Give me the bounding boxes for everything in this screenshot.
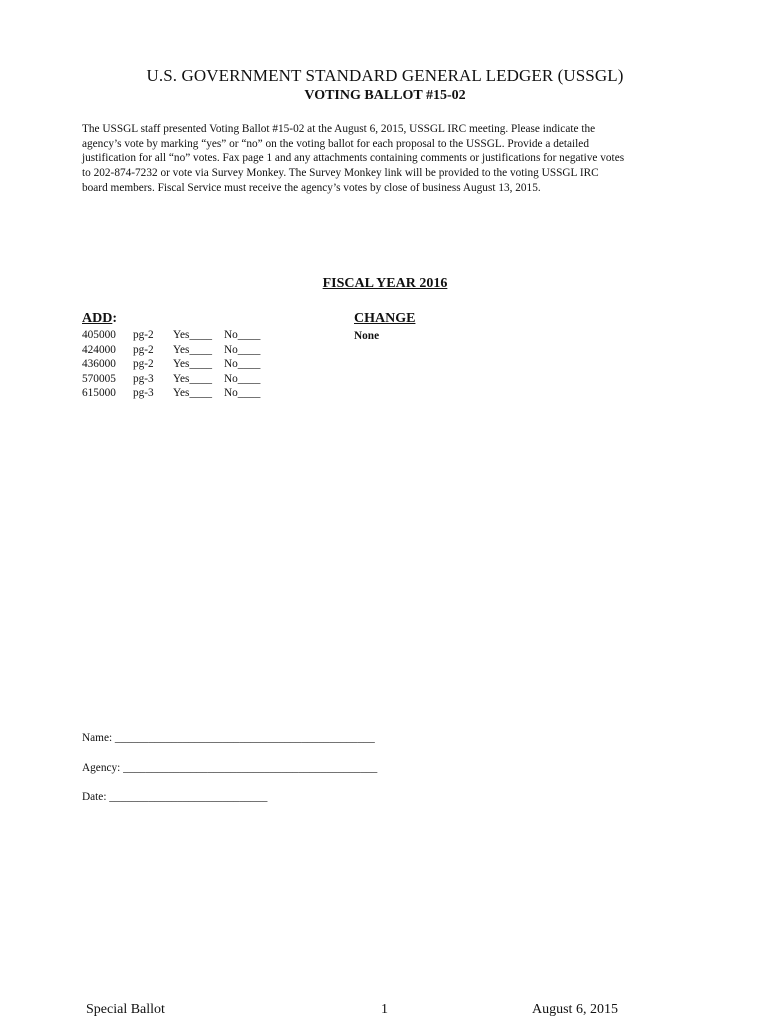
page-reference: pg-2 (133, 343, 154, 356)
yes-vote-blank[interactable]: Yes____ (173, 358, 213, 371)
account-code: 436000 (82, 358, 116, 371)
ballot-number-heading: VOTING BALLOT #15-02 (304, 88, 466, 103)
name-field[interactable]: Name: ______________________________________________ (82, 732, 375, 744)
account-code: 570005 (82, 372, 116, 385)
add-proposal-row (82, 358, 342, 373)
instructions-line: to 202-874-7232 or vote via Survey Monkey. The Survey Monkey link will be provided to the voting USSGL IRC (82, 167, 599, 180)
page-reference: pg-2 (133, 358, 154, 371)
instructions-line: The USSGL staff presented Voting Ballot #15-02 at the August 6, 2015, USSGL IRC meeting. Please indicate the (82, 123, 596, 135)
page-reference: pg-2 (133, 329, 154, 341)
no-vote-blank[interactable]: No____ (224, 387, 261, 400)
yes-vote-blank[interactable]: Yes____ (173, 343, 213, 356)
fiscal-year-heading: FISCAL YEAR 2016 (322, 276, 448, 291)
add-proposal-row (82, 373, 342, 388)
account-code: 405000 (82, 329, 116, 341)
agency-field[interactable]: Agency: _____________________________________________ (82, 762, 378, 774)
change-section-heading: CHANGE (354, 311, 416, 326)
page-reference: pg-3 (133, 387, 154, 400)
instructions-line: justification for all “no” votes. Fax page 1 and any attachments containing comments or justifications for negative votes (82, 152, 625, 165)
account-code: 424000 (82, 343, 116, 356)
footer-ballot-type: Special Ballot (86, 1002, 165, 1017)
page-reference: pg-3 (133, 372, 154, 385)
no-vote-blank[interactable]: No____ (224, 358, 261, 371)
instructions-paragraph (82, 122, 692, 196)
add-heading-label: ADD (82, 311, 113, 326)
change-value: None (354, 330, 380, 342)
add-proposal-list (82, 329, 342, 402)
instructions-line: agency’s vote by marking “yes” or “no” on the voting ballot for each proposal to the USSGL. Provide a detailed (82, 137, 589, 150)
instructions-line: board members. Fiscal Service must receive the agency’s votes by close of business August 13, 2015. (82, 181, 541, 194)
yes-vote-blank[interactable]: Yes____ (173, 372, 213, 385)
add-proposal-row (82, 329, 342, 344)
no-vote-blank[interactable]: No____ (224, 329, 261, 341)
yes-vote-blank[interactable]: Yes____ (173, 329, 213, 341)
date-field[interactable]: Date: ____________________________ (82, 791, 268, 803)
add-proposal-row (82, 344, 342, 359)
footer-page-number: 1 (381, 1002, 388, 1017)
add-proposal-row (82, 387, 342, 402)
footer-date: August 6, 2015 (532, 1002, 618, 1017)
add-section-heading (82, 311, 117, 327)
add-heading-colon: : (112, 311, 118, 326)
document-title: U.S. GOVERNMENT STANDARD GENERAL LEDGER (USSGL) (146, 66, 624, 85)
no-vote-blank[interactable]: No____ (224, 372, 261, 385)
yes-vote-blank[interactable]: Yes____ (173, 387, 213, 400)
no-vote-blank[interactable]: No____ (224, 343, 261, 356)
account-code: 615000 (82, 387, 116, 400)
